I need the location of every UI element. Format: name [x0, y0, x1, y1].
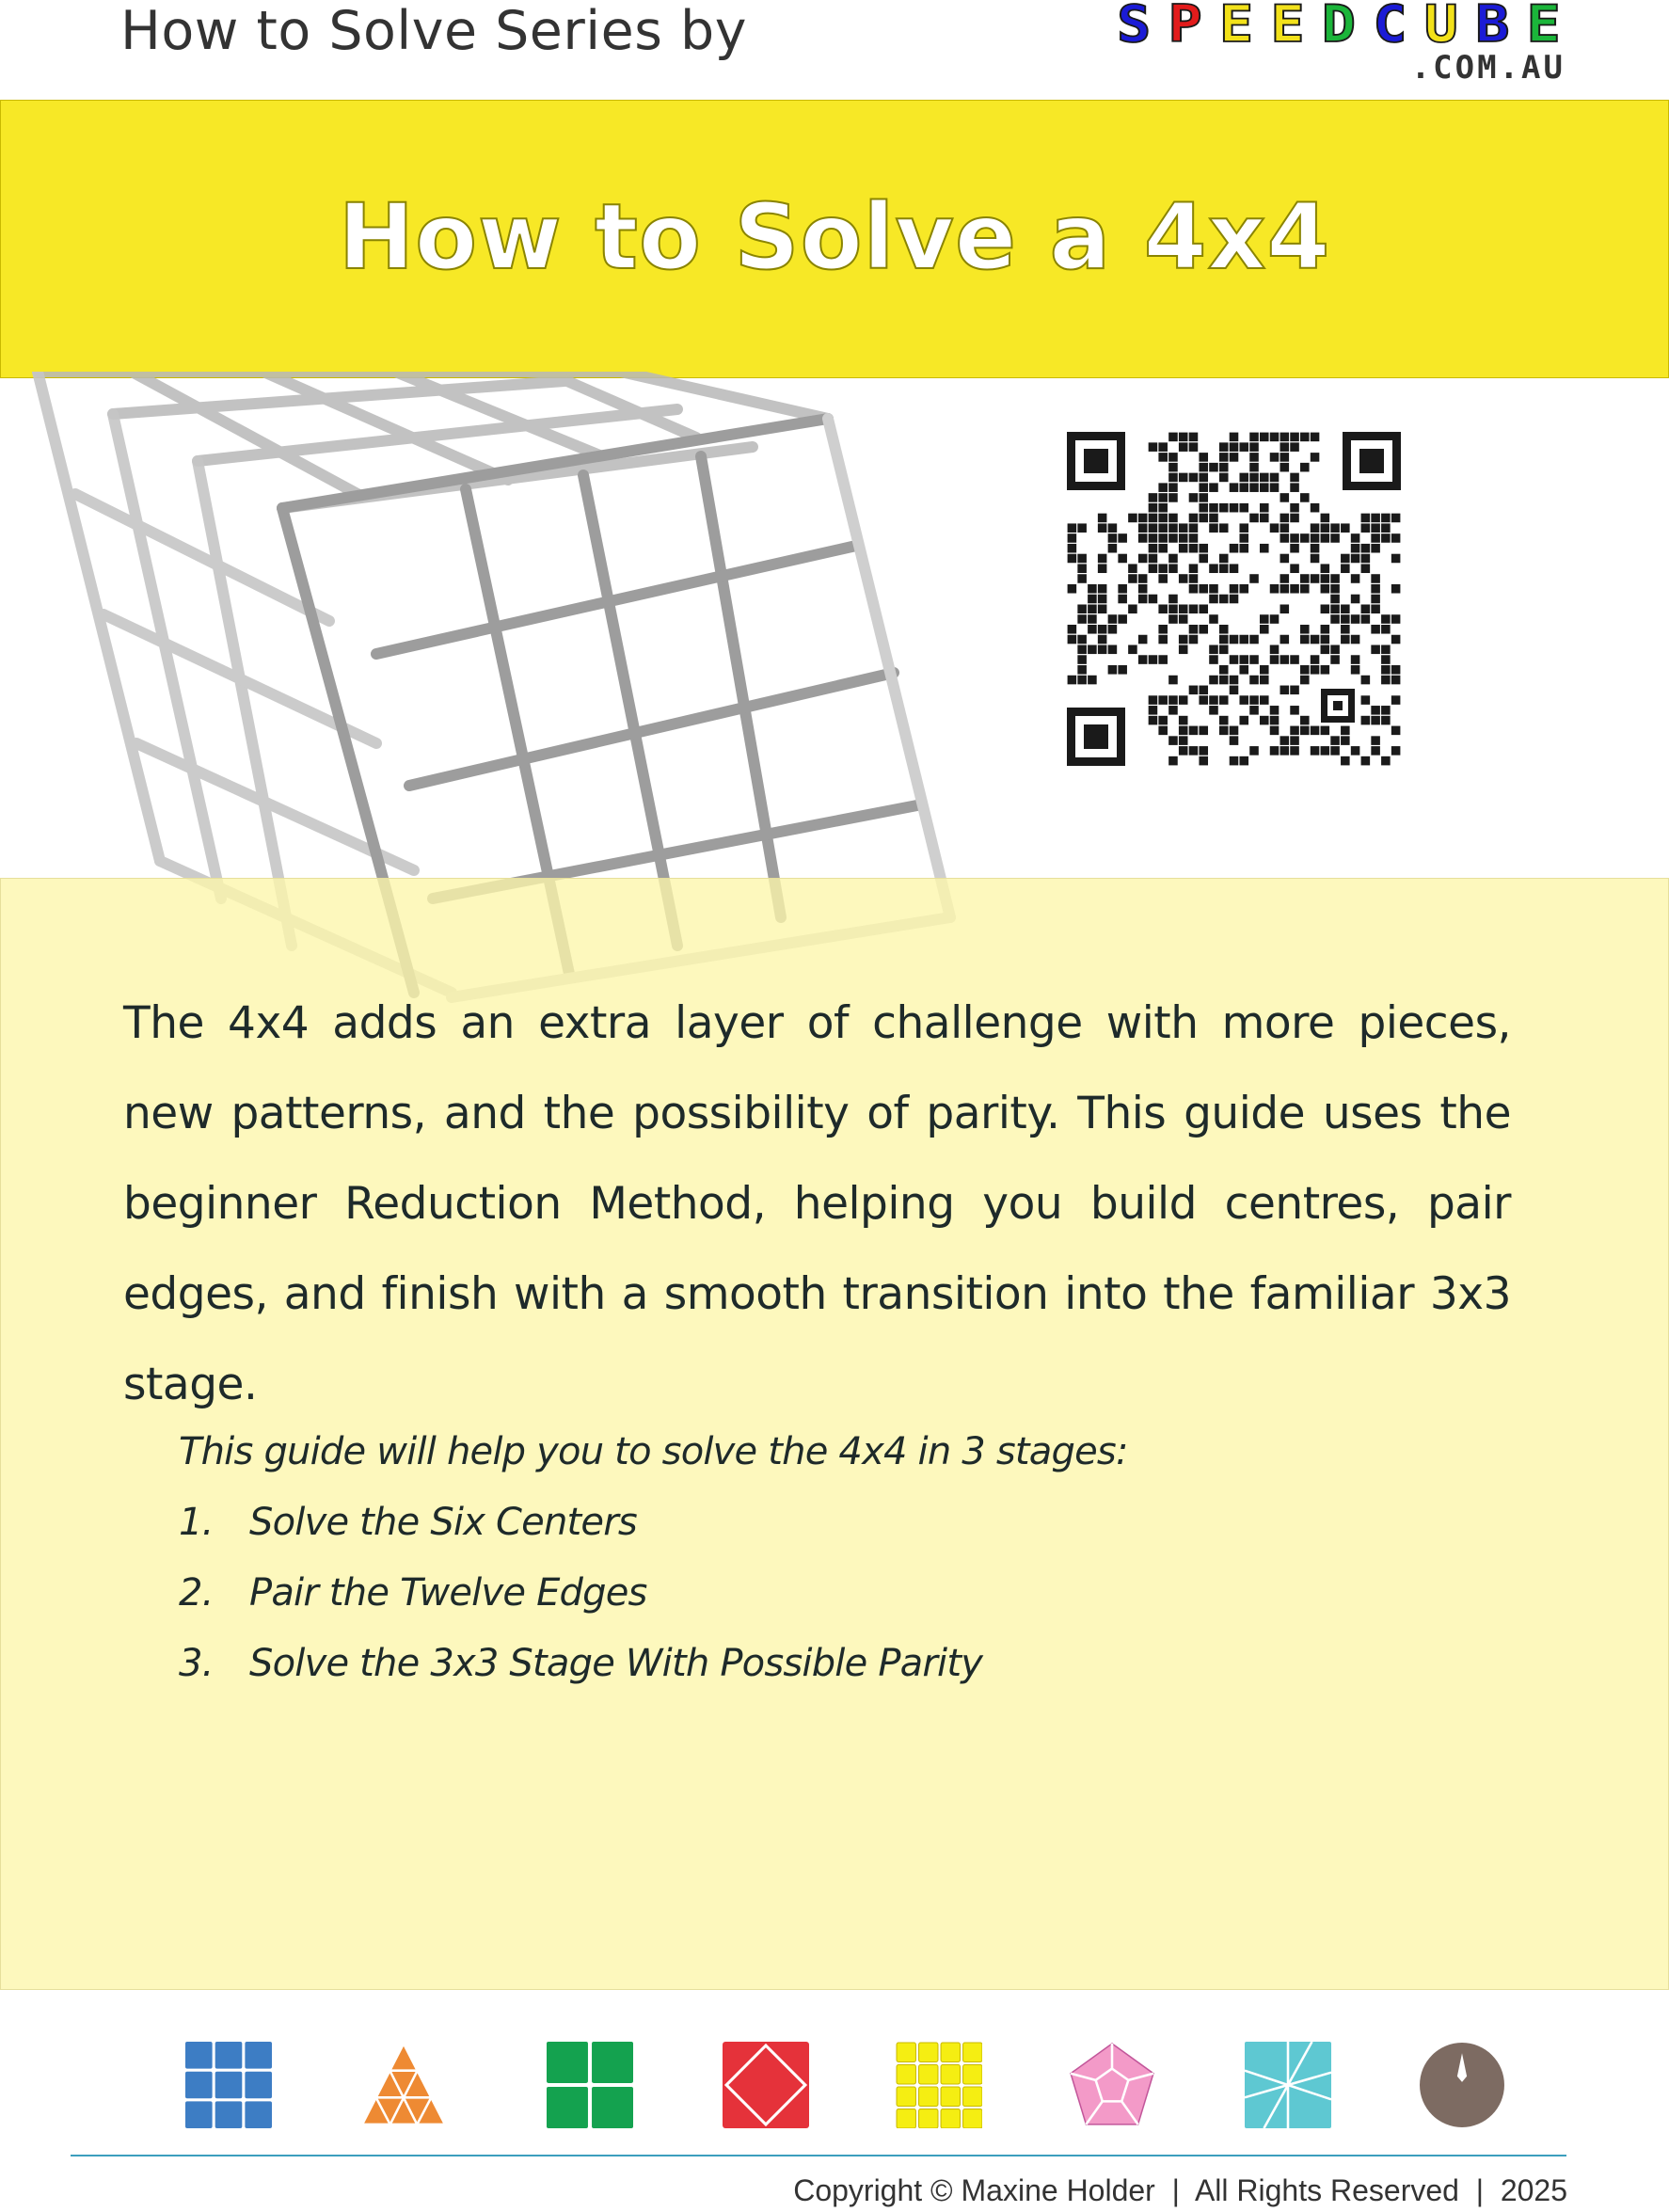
4x4-cube-icon[interactable] — [896, 2042, 982, 2128]
logo-letter: U — [1423, 0, 1458, 55]
footer-divider — [71, 2155, 1566, 2156]
square-1-icon[interactable] — [1245, 2042, 1331, 2128]
logo-letter: E — [1219, 0, 1254, 55]
logo-letter: P — [1168, 0, 1202, 55]
logo-letter: S — [1117, 0, 1152, 55]
stage-item — [179, 1642, 982, 1685]
stage-item — [179, 1571, 647, 1615]
stage-label: Solve the 3x3 Stage With Possible Parity — [249, 1642, 983, 1685]
intro-paragraph: The 4x4 adds an extra layer of challenge with more pieces, new patterns, and the possibility of parity. This guide uses the beginner Reduction Method, helping you build centres, pair edges, and finish with a smooth transition into the familiar 3x3 stage. — [123, 997, 1511, 1410]
logo-letter: D — [1321, 0, 1357, 55]
stage-number: 1. — [179, 1501, 214, 1544]
2x2-cube-icon[interactable] — [547, 2042, 633, 2128]
stage-number: 3. — [179, 1642, 214, 1685]
page-title: How to Solve a 4x4 — [338, 184, 1331, 290]
stage-label: Pair the Twelve Edges — [249, 1571, 647, 1615]
speedcube-logo[interactable] — [1108, 0, 1569, 89]
logo-letter: C — [1373, 0, 1407, 55]
3x3-cube-icon[interactable] — [185, 2042, 272, 2128]
puzzle-icon-row — [0, 2042, 1669, 2131]
logo-letter: E — [1270, 0, 1305, 55]
timer-icon[interactable] — [1419, 2042, 1505, 2128]
series-title: How to Solve Series by — [120, 0, 747, 62]
logo-wordmark — [1108, 0, 1569, 55]
megaminx-icon[interactable] — [1069, 2042, 1155, 2128]
stage-number: 2. — [179, 1571, 214, 1615]
stages-heading: This guide will help you to solve the 4x4 in 3 stages: — [179, 1430, 1128, 1473]
pyraminx-icon[interactable] — [360, 2042, 447, 2128]
logo-domain: .COM.AU — [1410, 49, 1566, 87]
stage-label: Solve the Six Centers — [249, 1501, 637, 1544]
logo-letter: E — [1526, 0, 1561, 55]
stage-item — [179, 1501, 637, 1544]
copyright-notice: Copyright © Maxine Holder | All Rights Reserved | 2025 — [793, 2173, 1567, 2207]
skewb-icon[interactable] — [723, 2042, 809, 2128]
qr-code[interactable] — [1067, 432, 1401, 766]
logo-letter: B — [1475, 0, 1510, 55]
